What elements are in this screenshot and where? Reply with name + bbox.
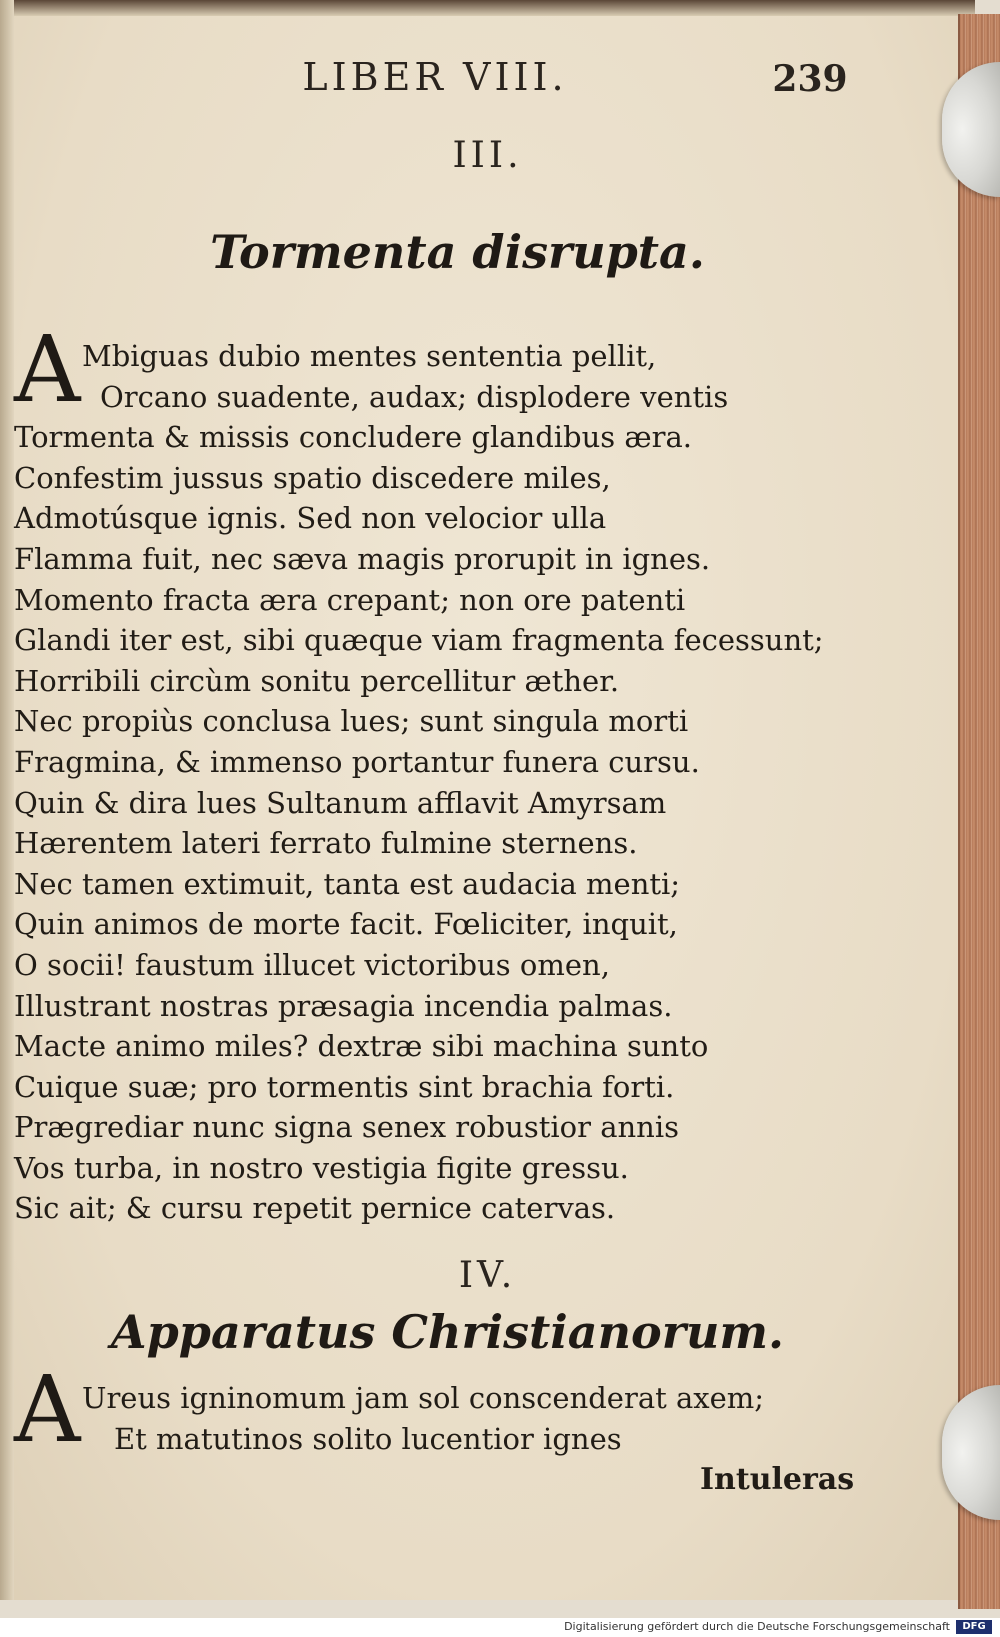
verse-line: Tormenta & missis concludere glandibus æra. xyxy=(14,420,693,455)
section-number: III. xyxy=(452,135,523,176)
drop-cap: A xyxy=(14,1356,81,1463)
drop-cap: A xyxy=(14,316,81,423)
verse-line: Nec tamen extimuit, tanta est audacia menti; xyxy=(14,866,681,901)
page-top-edge xyxy=(0,0,975,16)
footer-bar xyxy=(0,1618,1000,1637)
verse-line: Prægrediar nunc signa senex robustior annis xyxy=(14,1110,680,1145)
verse-line: Orcano suadente, audax; displodere ventis xyxy=(100,379,729,414)
section-title: Apparatus Christianorum. xyxy=(110,1305,785,1359)
verse-line: Et matutinos solito lucentior ignes xyxy=(114,1421,622,1456)
catchword: Intuleras xyxy=(700,1462,855,1497)
verse-line: Quin animos de morte facit. Fœliciter, inquit, xyxy=(14,907,678,942)
verse-line: Nec propiùs conclusa lues; sunt singula morti xyxy=(14,704,689,739)
verse-line: Vos turba, in nostro vestigia figite gressu. xyxy=(14,1150,629,1185)
verse-line: Flamma fuit, nec sæva magis prorupit in ignes. xyxy=(14,541,711,576)
verse-line: Hærentem lateri ferrato fulmine sternens. xyxy=(14,826,638,861)
verse-line: Quin & dira lues Sultanum afflavit Amyrsam xyxy=(14,785,667,820)
verse-block xyxy=(14,1378,814,1459)
verse-line: Sic ait; & cursu repetit pernice catervas. xyxy=(14,1191,616,1226)
page-block-edges xyxy=(958,14,1000,1609)
dfg-logo: DFG xyxy=(956,1620,992,1634)
verse-line: Horribili circùm sonitu percellitur æther. xyxy=(14,663,620,698)
verse-line: Momento fracta æra crepant; non ore patenti xyxy=(14,582,686,617)
verse-line: Ureus igninomum jam sol conscenderat axem; xyxy=(82,1381,765,1415)
verse-line: Fragmina, & immenso portantur funera cursu. xyxy=(14,744,700,779)
running-head: LIBER VIII. xyxy=(302,55,568,99)
verse-block xyxy=(14,336,824,1229)
footer-credit: Digitalisierung gefördert durch die Deutsche Forschungsgemeinschaft xyxy=(564,1620,950,1633)
verse-line: Glandi iter est, sibi quæque viam fragmenta fecessunt; xyxy=(14,623,824,658)
verse-line: Confestim jussus spatio discedere miles, xyxy=(14,460,611,495)
verse-line: Admotúsque ignis. Sed non velocior ulla xyxy=(14,501,607,536)
verse-line: Illustrant nostras præsagia incendia palmas. xyxy=(14,988,673,1023)
section-title: Tormenta disrupta. xyxy=(210,225,705,279)
verse-line: Cuique suæ; pro tormentis sint brachia forti. xyxy=(14,1069,675,1104)
section-number: IV. xyxy=(458,1255,517,1296)
page-number: 239 xyxy=(772,58,848,100)
verse-line: O socii! faustum illucet victoribus omen, xyxy=(14,947,610,982)
verse-line: Macte animo miles? dextræ sibi machina sunto xyxy=(14,1029,709,1064)
verse-line: Mbiguas dubio mentes sententia pellit, xyxy=(82,339,657,373)
